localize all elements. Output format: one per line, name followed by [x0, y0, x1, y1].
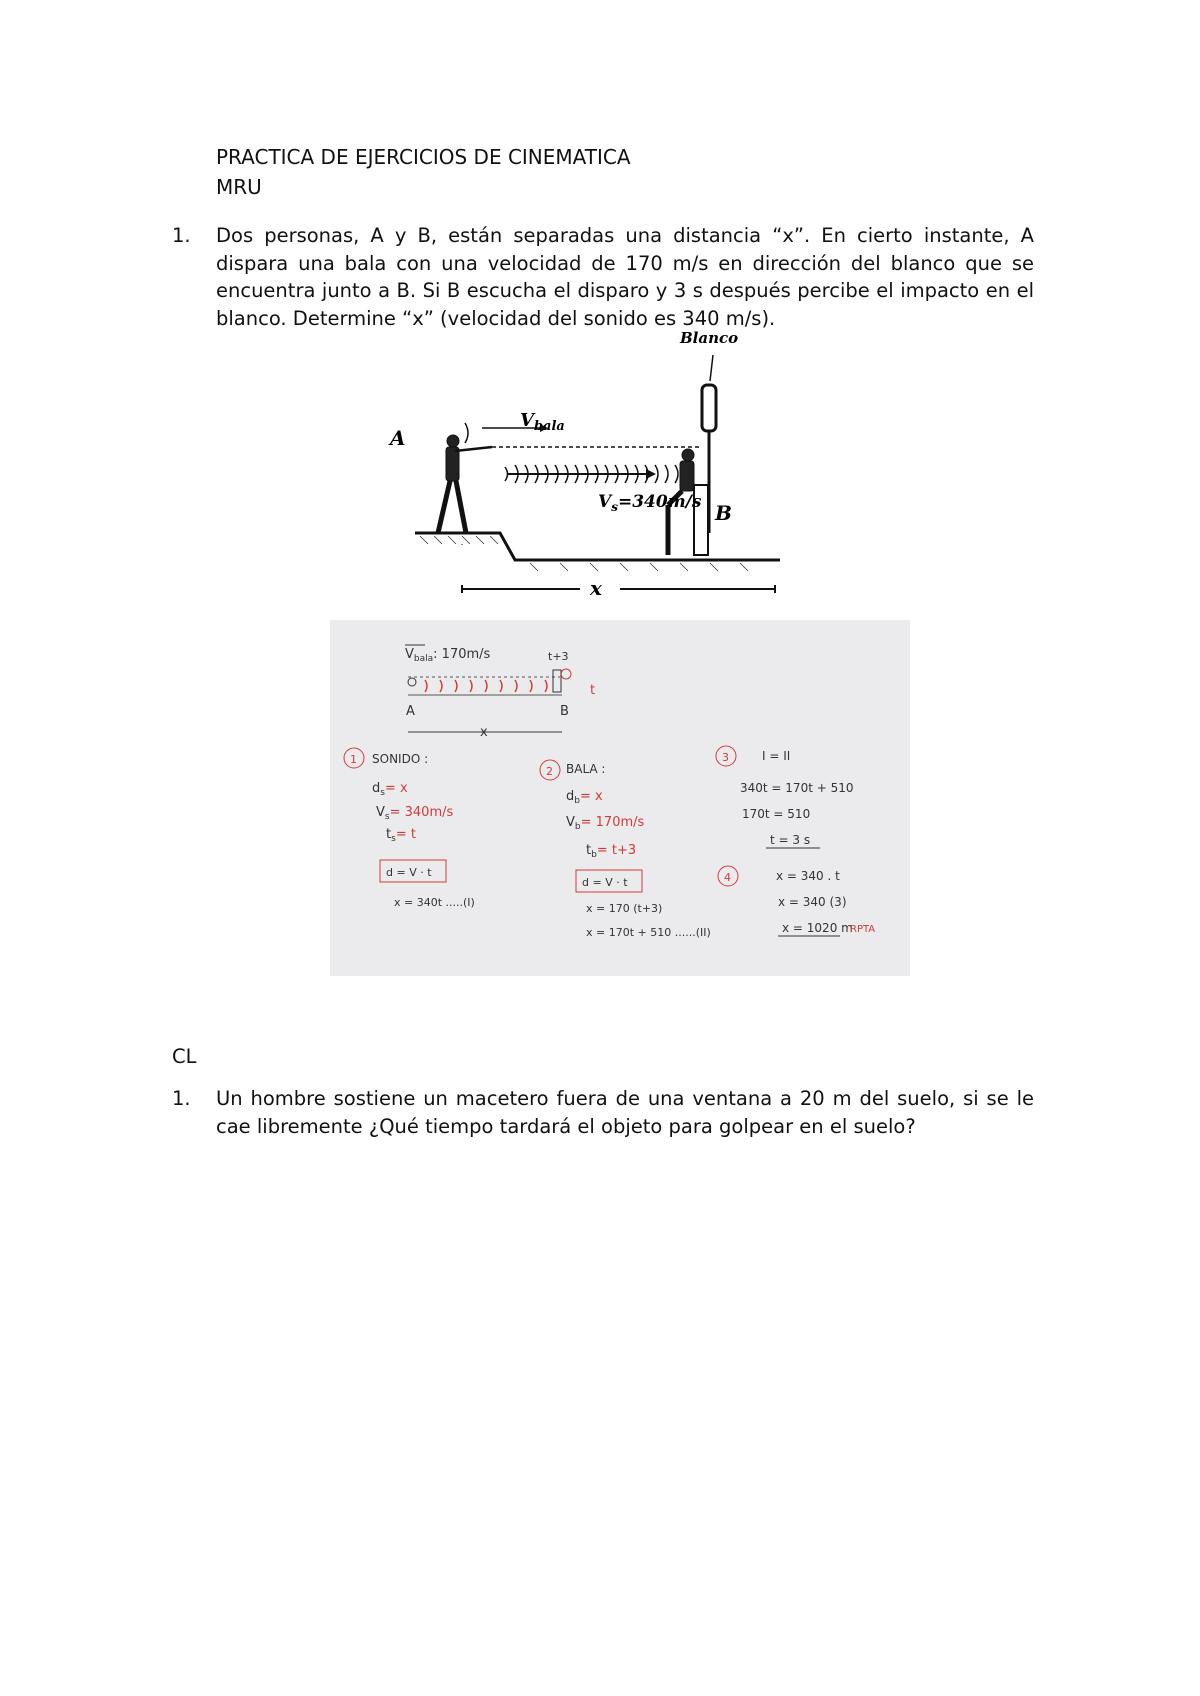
ground-hatch — [420, 536, 748, 571]
sol-s2-res1: x = 170 (t+3) — [586, 902, 663, 915]
problem-2-text: Un hombre sostiene un macetero fuera de una ventana a 20 m del suelo, si se le cae libremente ¿Qué tiempo tardará el objeto para golpear en el suelo? — [216, 1087, 1034, 1138]
label-vs: $V_s=340m/s$ — [598, 492, 702, 514]
problem-figure — [390, 329, 790, 600]
label-b: B — [715, 501, 732, 525]
sol-top-t3: t+3 — [548, 650, 569, 663]
sol-s1-l2: $V_s= 340m/s$ — [376, 805, 454, 822]
sol-top-t: t — [590, 683, 596, 698]
problem-1-text: Dos personas, A y B, están separadas una distancia “x”. En cierto instante, A dispara una bala con una velocidad de 170 m/s en dirección del blanco que se encuentra junto a B. Si B escucha el disparo y 3 s después percibe el impacto en el blanco. Determine “x” (velocidad del sonido es 340 m/s). — [216, 224, 1034, 330]
sol-top-x: x — [480, 725, 488, 740]
sol-s4-num: 4 — [724, 871, 731, 884]
sol-s3-title: I = II — [762, 749, 791, 763]
sol-s1-box: d = V · t — [386, 866, 432, 879]
problem-1 — [172, 222, 1034, 332]
sol-s2-l2: $V_b= 170m/s$ — [566, 815, 645, 832]
title-line-1: PRACTICA DE EJERCICIOS DE CINEMATICA — [216, 145, 631, 169]
label-a: A — [390, 426, 406, 450]
sol-s1-num: 1 — [350, 753, 357, 766]
sol-s4-rpta: RPTA — [850, 924, 876, 935]
sol-s2-l3: $t_b= t+3$ — [586, 843, 637, 860]
sol-s2-box: d = V · t — [582, 876, 628, 889]
label-x: x — [590, 576, 602, 600]
problem-2 — [172, 1085, 1034, 1140]
sol-s1-title: SONIDO : — [372, 752, 429, 766]
solution-photo — [330, 620, 910, 976]
sol-s4-l1: x = 340 . t — [776, 869, 840, 883]
target-blanco — [702, 385, 716, 431]
section-cl-heading: CL — [172, 1045, 197, 1068]
sol-s2-l1: $d_b= x$ — [566, 789, 603, 806]
problem-2-number: 1. — [172, 1087, 191, 1110]
label-blanco: Blanco — [680, 329, 739, 347]
sol-s1-l1: $d_s= x$ — [372, 781, 408, 798]
sol-s3-l2: 170t = 510 — [742, 807, 811, 821]
sol-s2-res2: x = 170t + 510 ......(II) — [586, 926, 711, 939]
page-title — [216, 142, 631, 202]
sol-s3-l1: 340t = 170t + 510 — [740, 781, 854, 795]
problem-1-number: 1. — [172, 224, 191, 247]
sol-top-vbala: $V_{bala}$: 170m/s — [405, 647, 491, 664]
sol-s3-num: 3 — [722, 751, 729, 764]
label-vbala: $V_{bala}$ — [520, 410, 565, 434]
sol-s3-l3: t = 3 s — [770, 833, 811, 847]
sol-s4-l3: x = 1020 m — [782, 921, 853, 935]
sol-s2-num: 2 — [546, 765, 553, 778]
sol-s4-l2: x = 340 (3) — [778, 895, 847, 909]
distance-x-marker — [462, 585, 775, 593]
title-line-2: MRU — [216, 175, 262, 199]
sol-s2-title: BALA : — [566, 762, 606, 776]
ground-line — [415, 533, 780, 560]
sol-s1-res: x = 340t .....(I) — [394, 896, 475, 909]
sol-top-b: B — [560, 704, 569, 719]
shooter-figure — [438, 435, 492, 533]
sol-s1-l3: $t_s= t$ — [386, 827, 416, 844]
sol-top-a: A — [406, 704, 415, 719]
